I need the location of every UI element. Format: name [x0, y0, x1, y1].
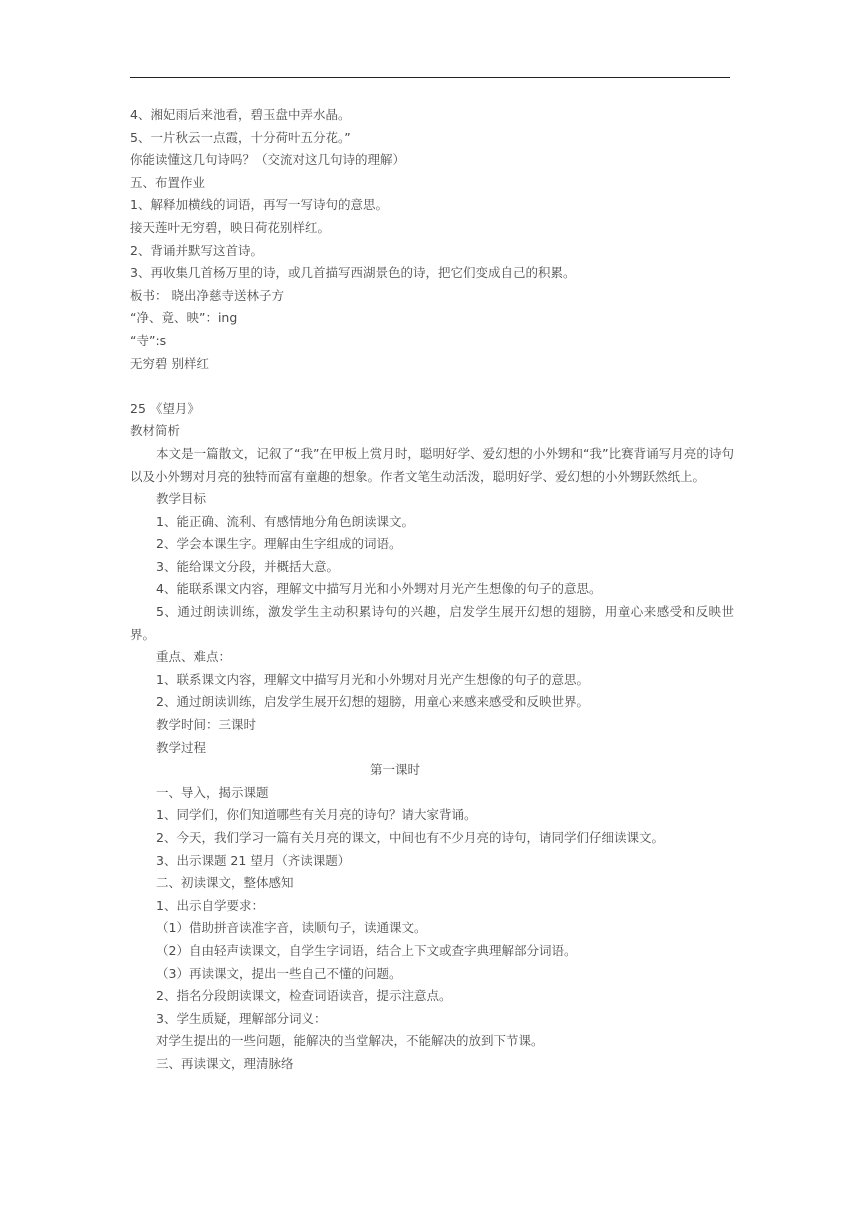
process-heading: 教学过程 — [156, 739, 207, 755]
step-item: 1、出示自学要求： — [156, 897, 264, 913]
text-line: 4、湘妃雨后来池看，碧玉盘中弄水晶。 — [130, 107, 351, 122]
goal-item: 3、能给课文分段，并概括大意。 — [156, 558, 339, 574]
step-item: 1、同学们，你们知道哪些有关月亮的诗句？请大家背诵。 — [156, 807, 477, 823]
key-item: 1、联系课文内容，理解文中描写月光和小外甥对月光产生想像的句子的意思。 — [156, 671, 589, 687]
analysis-heading: 教材简析 — [130, 423, 181, 439]
text-line: 接天莲叶无穷碧，映日荷花别样红。 — [130, 219, 331, 235]
step-item: 2、指名分段朗读课文，检查词语读音，提示注意点。 — [156, 988, 452, 1004]
text-line: 2、背诵并默写这首诗。 — [130, 242, 263, 258]
text-line: 3、再收集几首杨万里的诗，或几首描写西湖景色的诗，把它们变成自己的积累。 — [130, 265, 576, 281]
step-item: 二、初读课文，整体感知 — [156, 875, 294, 891]
step-item: 3、学生质疑，理解部分词义： — [156, 1010, 327, 1026]
goal-item: 2、学会本课生字。理解由生字组成的词语。 — [156, 536, 402, 552]
step-item: 2、今天，我们学习一篇有关月亮的课文，中间也有不少月亮的诗句，请同学们仔细读课文。 — [156, 830, 664, 845]
goals-heading: 教学目标 — [156, 491, 207, 507]
text-line: 1、解释加横线的词语，再写一写诗句的意思。 — [130, 197, 388, 213]
text-line: “寺”:s — [130, 332, 167, 348]
spacer — [130, 375, 734, 398]
text-line: 无穷碧 别样红 — [130, 355, 209, 371]
text-line: 5、一片秋云一点霞，十分荷叶五分花。” — [130, 129, 351, 145]
analysis-paragraph: 本文是一篇散文，记叙了“我”在甲板上赏月时，聪明好学、爱幻想的小外甥和“我”比赛背诵写月亮的诗句以及小外甥对月亮的独特而富有童趣的想象。作者文笔生动活泼，聪明好学、爱幻想的小外甥跃然纸上。 — [130, 445, 734, 484]
section-heading: 五、布置作业 — [130, 174, 206, 190]
goal-item: 1、能正确、流利、有感情地分角色朗读课文。 — [156, 513, 414, 529]
teaching-time: 教学时间：三课时 — [156, 717, 257, 733]
lesson-title: 25 《望月》 — [130, 400, 200, 416]
goal-item: 5、通过朗读训练，激发学生主动积累诗句的兴趣，启发学生展开幻想的翅膀，用童心来感受和反映世界。 — [130, 604, 734, 642]
step-item: 三、再读课文，理清脉络 — [156, 1055, 294, 1071]
step-item: （1）借助拼音读准字音，读顺句子，读通课文。 — [156, 920, 427, 936]
step-item: （3）再读课文，提出一些自己不懂的问题。 — [156, 965, 402, 981]
text-line: 你能读懂这几句诗吗？（交流对这几句诗的理解） — [130, 152, 406, 168]
blackboard-title: 板书： 晓出净慈寺送林子方 — [130, 287, 284, 303]
session-title: 第一课时 — [369, 762, 420, 778]
document-body — [130, 104, 734, 1076]
key-item: 2、通过朗读训练，启发学生展开幻想的翅膀，用童心来感来感受和反映世界。 — [156, 694, 589, 710]
step-item: 一、导入，揭示课题 — [156, 784, 269, 800]
step-item: 对学生提出的一些问题，能解决的当堂解决，不能解决的放到下节课。 — [156, 1033, 544, 1049]
header-rule — [130, 77, 730, 78]
step-item: （2）自由轻声读课文，自学生字词语，结合上下文或查字典理解部分词语。 — [156, 942, 577, 958]
key-heading: 重点、难点： — [156, 649, 232, 665]
text-line: “净、竟、映”：ing — [130, 310, 238, 326]
step-item: 3、出示课题 21 望月（齐读课题） — [156, 852, 351, 868]
goal-item: 4、能联系课文内容，理解文中描写月光和小外甥对月光产生想像的句子的意思。 — [156, 581, 602, 597]
